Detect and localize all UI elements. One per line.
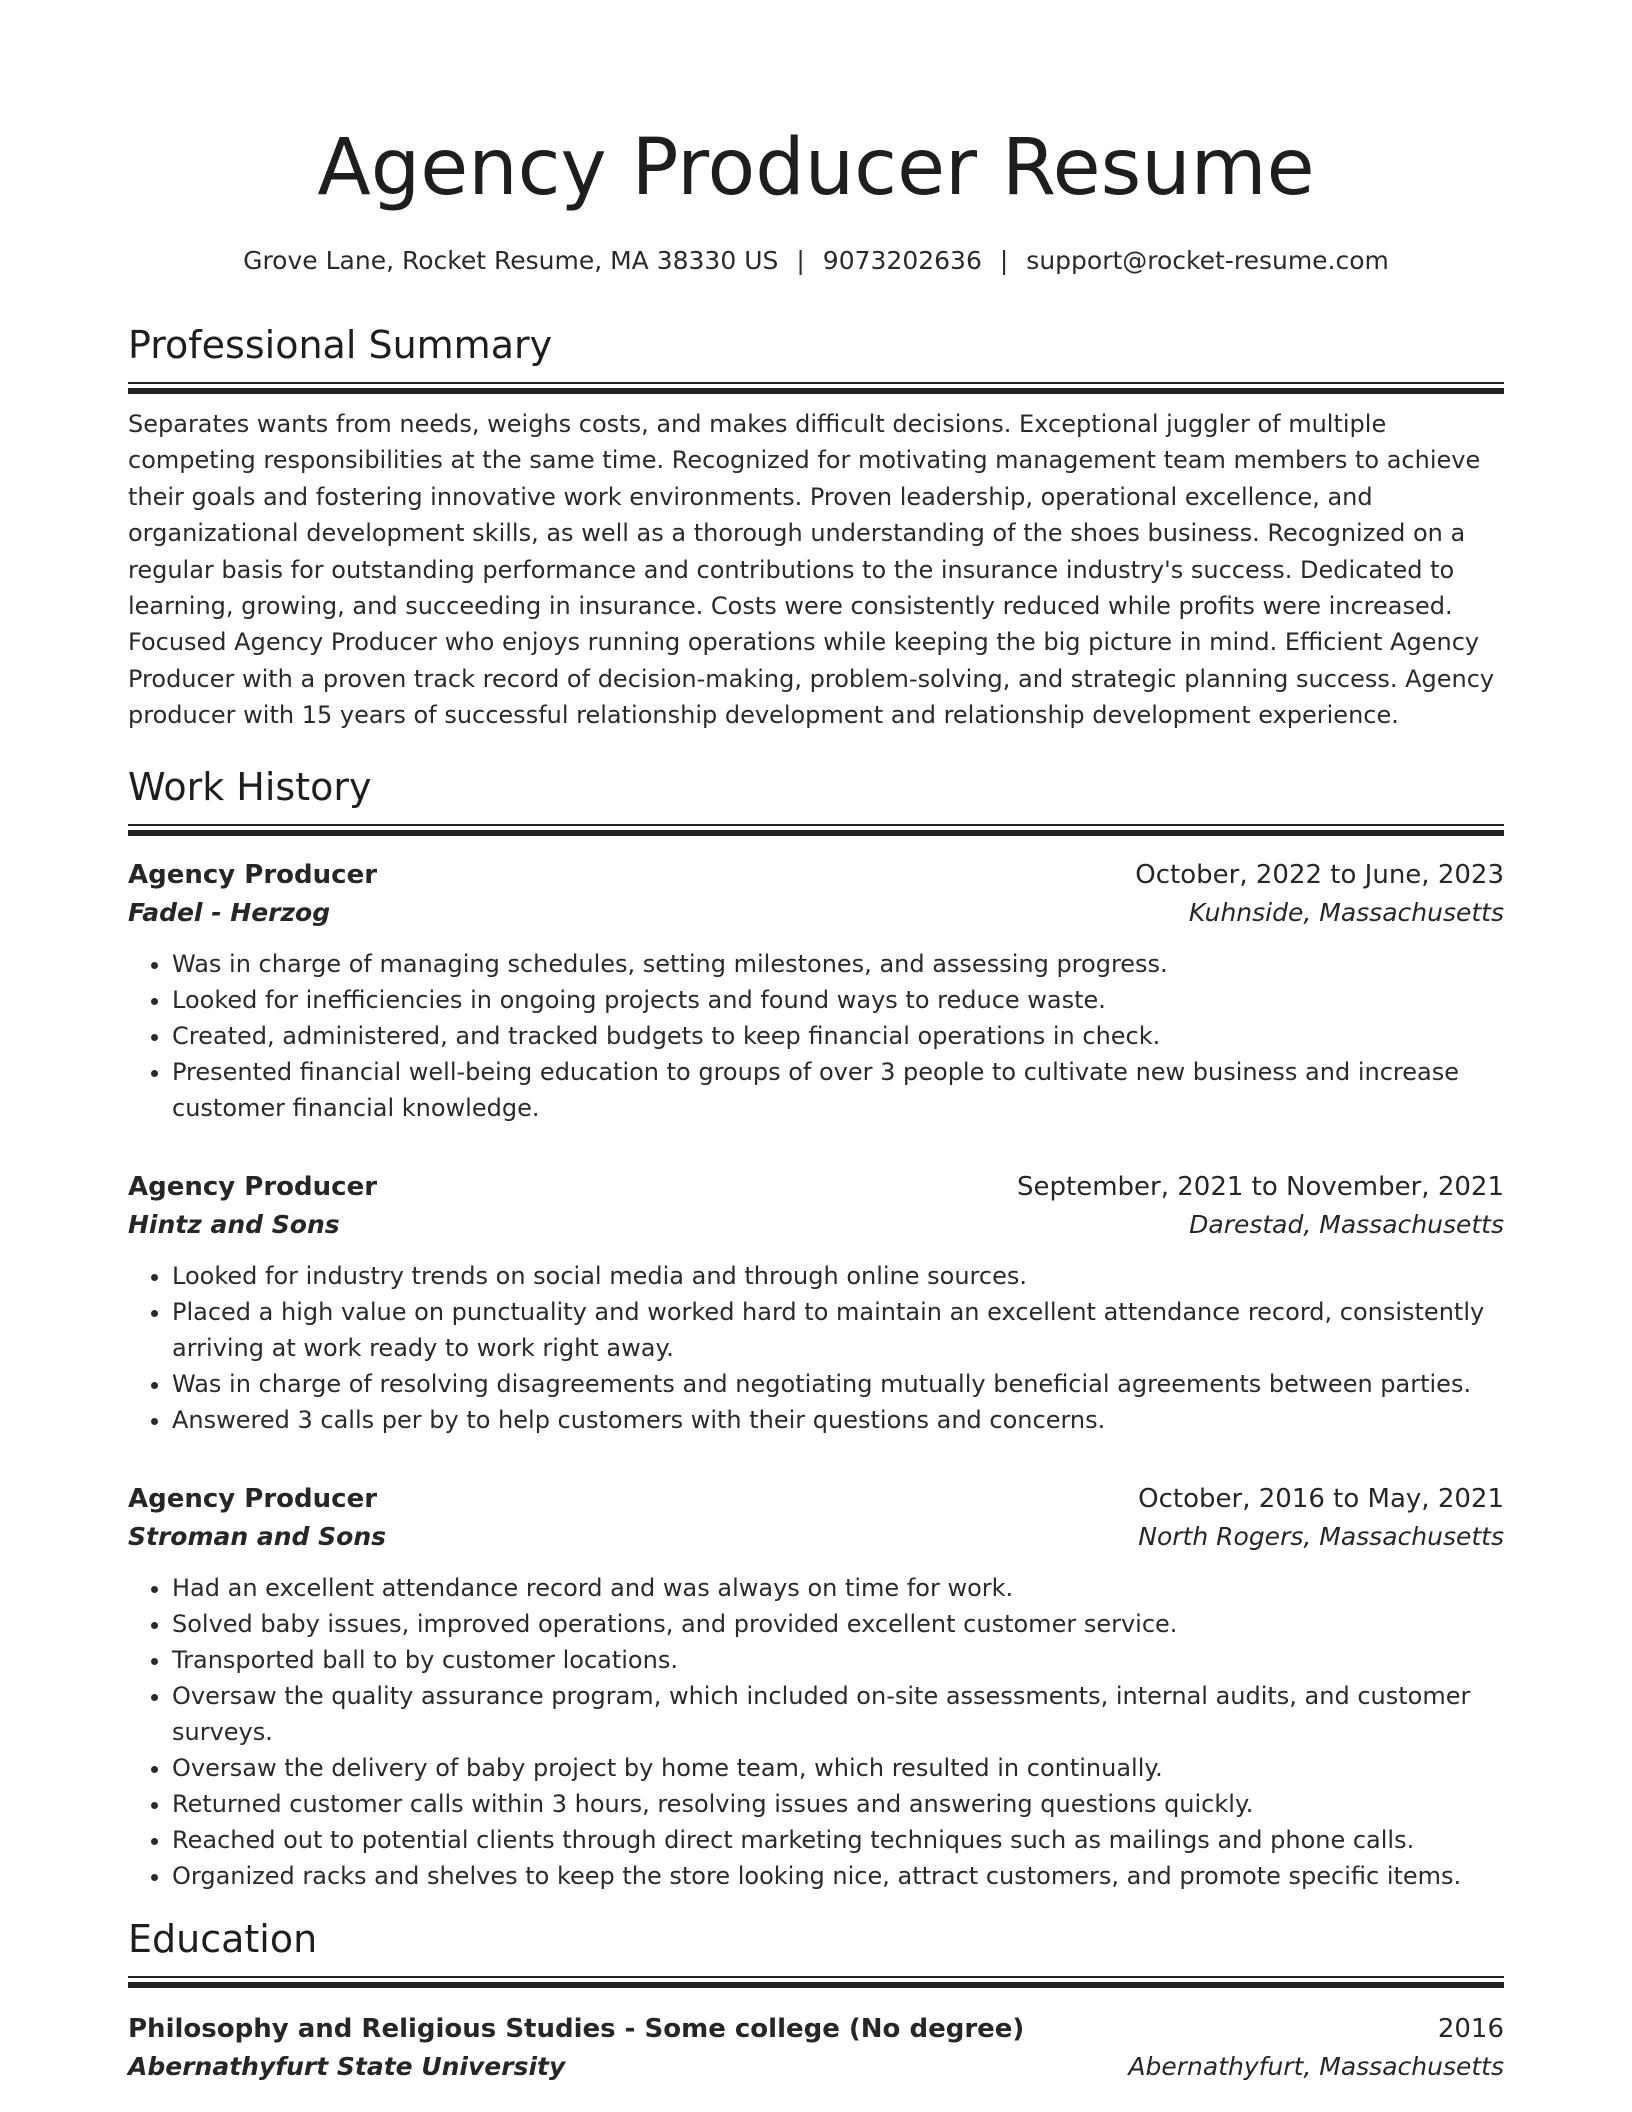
- education-section: [128, 1914, 1504, 2086]
- job-entry: [128, 1480, 1504, 1894]
- list-item: • Solved baby issues, improved operations, and provided excellent customer service.: [172, 1606, 1504, 1642]
- list-item: • Created, administered, and tracked budgets to keep financial operations in check.: [172, 1018, 1504, 1054]
- job-company: Hintz and Sons: [128, 1209, 340, 1239]
- list-item: • Was in charge of resolving disagreements and negotiating mutually beneficial agreements between parties.: [172, 1366, 1504, 1402]
- education-year: 2016: [1437, 2013, 1504, 2044]
- summary-text: Separates wants from needs, weighs costs, and makes difficult decisions. Exceptional juggler of multiple competing responsibilities at the same time. Recognized for motivating management team members to achieve their goals and fostering innovative work environments. Proven leadership, operational excellence, and organizational development skills, as well as a thorough understanding of the shoes business. Recognized on a regular basis for outstanding performance and contributions to the insurance industry's success. Dedicated to learning, growing, and succeeding in insurance. Costs were consistently reduced while profits were increased. Focused Agency Producer who enjoys running operations while keeping the big picture in mind. Efficient Agency Producer with a proven track record of decision-making, problem-solving, and strategic planning success. Agency producer with 15 years of successful relationship development and relationship development experience.: [128, 410, 1495, 730]
- list-item: • Had an excellent attendance record and was always on time for work.: [172, 1570, 1504, 1606]
- section-heading: Professional Summary: [128, 323, 553, 367]
- job-location: Darestad, Massachusetts: [1189, 1209, 1504, 1239]
- list-item: • Looked for inefficiencies in ongoing projects and found ways to reduce waste.: [172, 982, 1504, 1018]
- professional-summary-section: [128, 320, 1504, 734]
- work-history-section: [128, 762, 1504, 1894]
- contact-line: [128, 244, 1504, 278]
- job-company: Fadel - Herzog: [128, 897, 331, 927]
- section-divider: [128, 1976, 1504, 1988]
- job-duties-list: [128, 1570, 1504, 1894]
- contact-separator: |: [796, 246, 805, 275]
- section-divider: [128, 382, 1504, 394]
- list-item: • Organized racks and shelves to keep the store looking nice, attract customers, and promote specific items.: [172, 1858, 1504, 1894]
- job-entry: [128, 856, 1504, 1126]
- list-item: • Looked for industry trends on social media and through online sources.: [172, 1258, 1504, 1294]
- list-item: • Oversaw the quality assurance program, which included on-site assessments, internal audits, and customer surveys.: [172, 1678, 1504, 1750]
- education-degree: Philosophy and Religious Studies - Some college (No degree): [128, 2013, 1025, 2044]
- job-location: Kuhnside, Massachusetts: [1188, 897, 1504, 927]
- section-divider: [128, 824, 1504, 836]
- job-company: Stroman and Sons: [128, 1521, 387, 1551]
- contact-separator: |: [999, 246, 1009, 275]
- job-duties-list: [128, 1258, 1504, 1438]
- job-title: Agency Producer: [128, 859, 378, 890]
- job-duties-list: [128, 946, 1504, 1126]
- education-entry: [128, 2010, 1504, 2086]
- list-item: • Was in charge of managing schedules, setting milestones, and assessing progress.: [172, 946, 1504, 982]
- list-item: • Presented financial well-being education to groups of over 3 people to cultivate new business and increase customer financial knowledge.: [172, 1054, 1504, 1126]
- education-location: Abernathyfurt, Massachusetts: [1128, 2051, 1504, 2081]
- list-item: • Answered 3 calls per by to help customers with their questions and concerns.: [172, 1402, 1504, 1438]
- list-item: • Returned customer calls within 3 hours, resolving issues and answering questions quickly.: [172, 1786, 1504, 1822]
- job-title: Agency Producer: [128, 1171, 378, 1202]
- list-item: • Oversaw the delivery of baby project by home team, which resulted in continually.: [172, 1750, 1504, 1786]
- list-item: • Transported ball to by customer locations.: [172, 1642, 1504, 1678]
- education-school: Abernathyfurt State University: [128, 2051, 566, 2081]
- contact-email: support@rocket-resume.com: [1026, 246, 1389, 275]
- contact-address: Grove Lane, Rocket Resume, MA 38330 US: [243, 246, 779, 275]
- list-item: • Reached out to potential clients through direct marketing techniques such as mailings and phone calls.: [172, 1822, 1504, 1858]
- contact-phone: 9073202636: [822, 246, 982, 275]
- resume-title: Agency Producer Resume: [317, 123, 1315, 213]
- job-dates: September, 2021 to November, 2021: [1017, 1171, 1504, 1202]
- list-item: • Placed a high value on punctuality and worked hard to maintain an excellent attendance record, consistently arriving at work ready to work right away.: [172, 1294, 1504, 1366]
- job-dates: October, 2022 to June, 2023: [1135, 859, 1504, 890]
- job-location: North Rogers, Massachusetts: [1138, 1521, 1504, 1551]
- job-title: Agency Producer: [128, 1483, 378, 1514]
- job-entry: [128, 1168, 1504, 1438]
- section-heading: Work History: [128, 764, 372, 809]
- job-dates: October, 2016 to May, 2021: [1138, 1483, 1504, 1514]
- section-heading: Education: [128, 1916, 318, 1961]
